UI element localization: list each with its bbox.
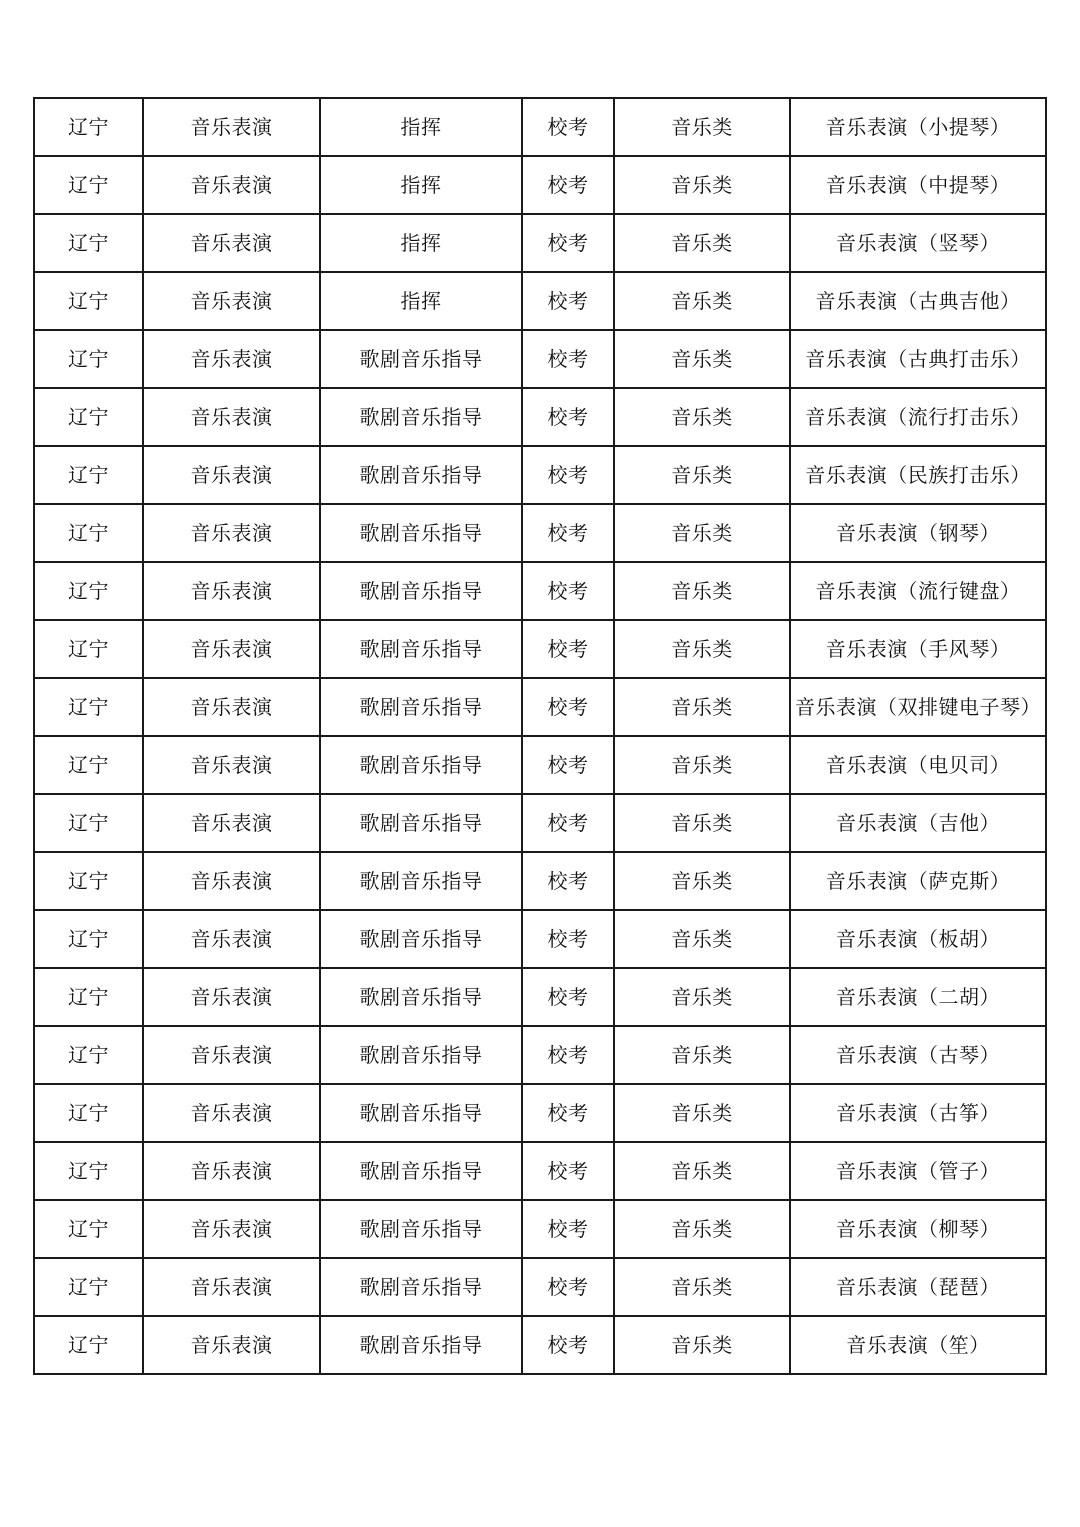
direction-cell: 歌剧音乐指导: [320, 968, 522, 1026]
major-cell: 音乐表演: [143, 736, 320, 794]
direction-cell: 歌剧音乐指导: [320, 330, 522, 388]
major-cell: 音乐表演: [143, 968, 320, 1026]
table-row: [34, 1084, 1046, 1142]
item-cell: 音乐表演（琵琶）: [790, 1258, 1046, 1316]
category-cell: 音乐类: [614, 1200, 790, 1258]
category-cell: 音乐类: [614, 852, 790, 910]
table-row: [34, 678, 1046, 736]
item-cell: 音乐表演（吉他）: [790, 794, 1046, 852]
category-cell: 音乐类: [614, 330, 790, 388]
item-cell: 音乐表演（板胡）: [790, 910, 1046, 968]
major-cell: 音乐表演: [143, 156, 320, 214]
exam-type-cell: 校考: [522, 156, 614, 214]
table-row: [34, 156, 1046, 214]
region-cell: 辽宁: [34, 562, 143, 620]
item-cell: 音乐表演（电贝司）: [790, 736, 1046, 794]
item-cell: 音乐表演（古琴）: [790, 1026, 1046, 1084]
direction-cell: 歌剧音乐指导: [320, 504, 522, 562]
major-cell: 音乐表演: [143, 1142, 320, 1200]
exam-type-cell: 校考: [522, 910, 614, 968]
item-cell: 音乐表演（古筝）: [790, 1084, 1046, 1142]
direction-cell: 歌剧音乐指导: [320, 1142, 522, 1200]
item-cell: 音乐表演（钢琴）: [790, 504, 1046, 562]
region-cell: 辽宁: [34, 214, 143, 272]
region-cell: 辽宁: [34, 910, 143, 968]
exam-type-cell: 校考: [522, 272, 614, 330]
table-row: [34, 504, 1046, 562]
direction-cell: 歌剧音乐指导: [320, 794, 522, 852]
major-cell: 音乐表演: [143, 910, 320, 968]
item-cell: 音乐表演（柳琴）: [790, 1200, 1046, 1258]
exam-type-cell: 校考: [522, 852, 614, 910]
table-row: [34, 562, 1046, 620]
category-cell: 音乐类: [614, 446, 790, 504]
category-cell: 音乐类: [614, 736, 790, 794]
data-table: [33, 97, 1047, 1375]
exam-type-cell: 校考: [522, 1316, 614, 1374]
item-cell: 音乐表演（小提琴）: [790, 98, 1046, 156]
major-cell: 音乐表演: [143, 1316, 320, 1374]
table-body: [34, 98, 1046, 1374]
region-cell: 辽宁: [34, 678, 143, 736]
major-cell: 音乐表演: [143, 1084, 320, 1142]
major-cell: 音乐表演: [143, 330, 320, 388]
direction-cell: 歌剧音乐指导: [320, 1026, 522, 1084]
category-cell: 音乐类: [614, 968, 790, 1026]
category-cell: 音乐类: [614, 98, 790, 156]
region-cell: 辽宁: [34, 736, 143, 794]
table-row: [34, 388, 1046, 446]
region-cell: 辽宁: [34, 98, 143, 156]
major-cell: 音乐表演: [143, 446, 320, 504]
item-cell: 音乐表演（萨克斯）: [790, 852, 1046, 910]
table-row: [34, 620, 1046, 678]
major-cell: 音乐表演: [143, 98, 320, 156]
category-cell: 音乐类: [614, 678, 790, 736]
direction-cell: 指挥: [320, 156, 522, 214]
exam-type-cell: 校考: [522, 1084, 614, 1142]
region-cell: 辽宁: [34, 1142, 143, 1200]
table-row: [34, 968, 1046, 1026]
exam-type-cell: 校考: [522, 446, 614, 504]
region-cell: 辽宁: [34, 620, 143, 678]
region-cell: 辽宁: [34, 388, 143, 446]
direction-cell: 歌剧音乐指导: [320, 1316, 522, 1374]
category-cell: 音乐类: [614, 562, 790, 620]
item-cell: 音乐表演（双排键电子琴）: [790, 678, 1046, 736]
item-cell: 音乐表演（二胡）: [790, 968, 1046, 1026]
table-row: [34, 1258, 1046, 1316]
major-cell: 音乐表演: [143, 852, 320, 910]
region-cell: 辽宁: [34, 968, 143, 1026]
direction-cell: 歌剧音乐指导: [320, 678, 522, 736]
category-cell: 音乐类: [614, 214, 790, 272]
region-cell: 辽宁: [34, 852, 143, 910]
major-cell: 音乐表演: [143, 272, 320, 330]
table-row: [34, 272, 1046, 330]
major-cell: 音乐表演: [143, 1200, 320, 1258]
table-row: [34, 910, 1046, 968]
region-cell: 辽宁: [34, 504, 143, 562]
direction-cell: 歌剧音乐指导: [320, 562, 522, 620]
table-row: [34, 446, 1046, 504]
direction-cell: 歌剧音乐指导: [320, 910, 522, 968]
exam-type-cell: 校考: [522, 562, 614, 620]
region-cell: 辽宁: [34, 446, 143, 504]
item-cell: 音乐表演（流行打击乐）: [790, 388, 1046, 446]
exam-type-cell: 校考: [522, 504, 614, 562]
major-cell: 音乐表演: [143, 620, 320, 678]
direction-cell: 歌剧音乐指导: [320, 1084, 522, 1142]
table-row: [34, 852, 1046, 910]
major-cell: 音乐表演: [143, 388, 320, 446]
table-row: [34, 1316, 1046, 1374]
item-cell: 音乐表演（管子）: [790, 1142, 1046, 1200]
item-cell: 音乐表演（流行键盘）: [790, 562, 1046, 620]
direction-cell: 歌剧音乐指导: [320, 620, 522, 678]
category-cell: 音乐类: [614, 1316, 790, 1374]
exam-type-cell: 校考: [522, 1200, 614, 1258]
exam-type-cell: 校考: [522, 968, 614, 1026]
major-cell: 音乐表演: [143, 562, 320, 620]
item-cell: 音乐表演（古典打击乐）: [790, 330, 1046, 388]
table-row: [34, 330, 1046, 388]
table-row: [34, 1142, 1046, 1200]
direction-cell: 歌剧音乐指导: [320, 736, 522, 794]
direction-cell: 指挥: [320, 272, 522, 330]
exam-type-cell: 校考: [522, 794, 614, 852]
exam-type-cell: 校考: [522, 98, 614, 156]
direction-cell: 歌剧音乐指导: [320, 1200, 522, 1258]
region-cell: 辽宁: [34, 272, 143, 330]
category-cell: 音乐类: [614, 620, 790, 678]
category-cell: 音乐类: [614, 388, 790, 446]
exam-type-cell: 校考: [522, 1258, 614, 1316]
table-row: [34, 794, 1046, 852]
exam-type-cell: 校考: [522, 1026, 614, 1084]
region-cell: 辽宁: [34, 1026, 143, 1084]
category-cell: 音乐类: [614, 1142, 790, 1200]
exam-type-cell: 校考: [522, 330, 614, 388]
exam-type-cell: 校考: [522, 1142, 614, 1200]
category-cell: 音乐类: [614, 1258, 790, 1316]
document-page: [33, 97, 1045, 1375]
category-cell: 音乐类: [614, 910, 790, 968]
category-cell: 音乐类: [614, 1084, 790, 1142]
region-cell: 辽宁: [34, 156, 143, 214]
table-row: [34, 1200, 1046, 1258]
exam-type-cell: 校考: [522, 736, 614, 794]
major-cell: 音乐表演: [143, 214, 320, 272]
category-cell: 音乐类: [614, 504, 790, 562]
category-cell: 音乐类: [614, 1026, 790, 1084]
direction-cell: 歌剧音乐指导: [320, 852, 522, 910]
table-row: [34, 214, 1046, 272]
region-cell: 辽宁: [34, 330, 143, 388]
table-row: [34, 736, 1046, 794]
category-cell: 音乐类: [614, 794, 790, 852]
exam-type-cell: 校考: [522, 214, 614, 272]
major-cell: 音乐表演: [143, 1258, 320, 1316]
direction-cell: 歌剧音乐指导: [320, 446, 522, 504]
item-cell: 音乐表演（民族打击乐）: [790, 446, 1046, 504]
major-cell: 音乐表演: [143, 1026, 320, 1084]
category-cell: 音乐类: [614, 156, 790, 214]
item-cell: 音乐表演（中提琴）: [790, 156, 1046, 214]
direction-cell: 指挥: [320, 214, 522, 272]
item-cell: 音乐表演（笙）: [790, 1316, 1046, 1374]
region-cell: 辽宁: [34, 1084, 143, 1142]
category-cell: 音乐类: [614, 272, 790, 330]
major-cell: 音乐表演: [143, 504, 320, 562]
region-cell: 辽宁: [34, 1316, 143, 1374]
major-cell: 音乐表演: [143, 794, 320, 852]
major-cell: 音乐表演: [143, 678, 320, 736]
region-cell: 辽宁: [34, 794, 143, 852]
direction-cell: 歌剧音乐指导: [320, 1258, 522, 1316]
direction-cell: 歌剧音乐指导: [320, 388, 522, 446]
exam-type-cell: 校考: [522, 620, 614, 678]
exam-type-cell: 校考: [522, 678, 614, 736]
exam-type-cell: 校考: [522, 388, 614, 446]
item-cell: 音乐表演（竖琴）: [790, 214, 1046, 272]
region-cell: 辽宁: [34, 1200, 143, 1258]
item-cell: 音乐表演（古典吉他）: [790, 272, 1046, 330]
item-cell: 音乐表演（手风琴）: [790, 620, 1046, 678]
direction-cell: 指挥: [320, 98, 522, 156]
region-cell: 辽宁: [34, 1258, 143, 1316]
table-row: [34, 1026, 1046, 1084]
table-row: [34, 98, 1046, 156]
